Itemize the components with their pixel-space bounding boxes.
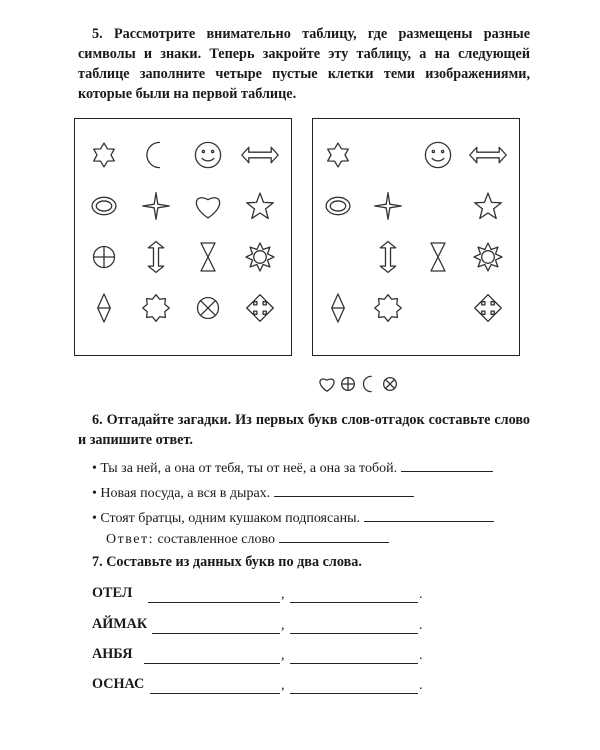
riddle-1: [92, 458, 493, 478]
crescent-icon: [363, 376, 371, 391]
word-3-first-blank[interactable]: [144, 662, 280, 664]
word-4-first-blank[interactable]: [150, 692, 280, 694]
word-4-second-blank[interactable]: [290, 692, 418, 694]
period: .: [419, 587, 423, 602]
period: .: [419, 618, 423, 633]
word-2-second-blank[interactable]: [290, 632, 418, 634]
comma: ,: [281, 678, 285, 693]
comma: ,: [281, 587, 285, 602]
riddle-1-answer-blank[interactable]: [401, 458, 493, 472]
riddle-3: [92, 508, 494, 528]
word-3-second-blank[interactable]: [290, 662, 418, 664]
letter-set-2: АЙМАК: [92, 616, 148, 632]
letter-set-1: ОТЕЛ: [92, 585, 133, 601]
composed-word-blank[interactable]: [279, 529, 389, 543]
riddle-2-answer-blank[interactable]: [274, 483, 414, 497]
word-2-first-blank[interactable]: [152, 632, 280, 634]
letter-set-4: ОСНАС: [92, 676, 145, 692]
period: .: [419, 648, 423, 663]
comma: ,: [281, 618, 285, 633]
riddle-text: • Новая посуда, а вся в дырах.: [92, 486, 271, 501]
word-1-first-blank[interactable]: [148, 601, 280, 603]
riddle-2: [92, 483, 414, 503]
answer-label: Ответ:: [106, 532, 154, 547]
circle-x-icon: [384, 378, 397, 391]
circle-plus-icon: [342, 378, 355, 391]
task-6-instructions: 6. Отгадайте загадки. Из первых букв слов-отгадок составьте слово и запишите ответ.: [78, 412, 530, 448]
riddle-text: • Ты за ней, а она от тебя, ты от неё, а она за тобой.: [92, 461, 398, 476]
comma: ,: [281, 648, 285, 663]
heart-icon: [320, 379, 334, 391]
riddle-3-answer-blank[interactable]: [364, 508, 494, 522]
riddle-text: • Стоят братцы, одним кушаком подпоясаны.: [92, 511, 360, 526]
riddle-answer-row: [106, 529, 389, 549]
letter-set-3: АНБЯ: [92, 646, 133, 662]
word-1-second-blank[interactable]: [290, 601, 418, 603]
task-7-instructions: 7. Составьте из данных букв по два слова.: [92, 554, 362, 570]
task-5-instructions: 5. Рассмотрите внимательно таблицу, где размещены разные символы и знаки. Теперь закройте эту таблицу, а на следующей таблице заполните четыре пустые клетки теми изображениями, которые были на первой таблице.: [78, 26, 530, 102]
period: .: [419, 678, 423, 693]
answer-caption: составленное слово: [157, 532, 275, 547]
